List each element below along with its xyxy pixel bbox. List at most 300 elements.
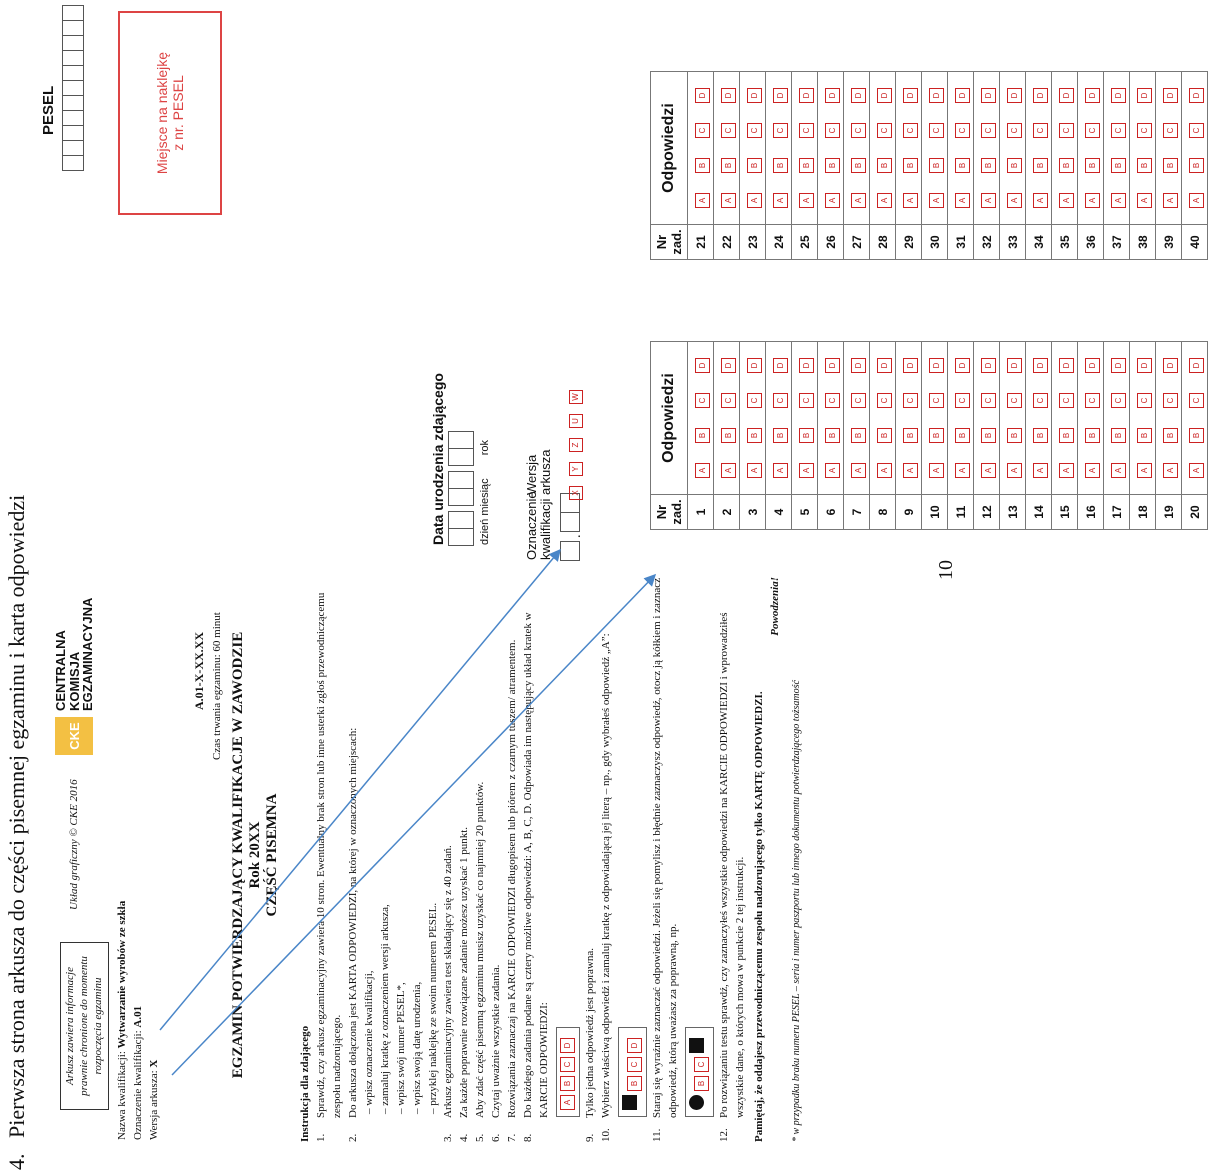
answer-box[interactable]: C [1085, 123, 1100, 138]
question-number: 7 [844, 495, 870, 530]
question-number: 14 [1026, 495, 1052, 530]
version-box[interactable]: W [569, 390, 583, 404]
answer-box[interactable]: C [1163, 393, 1178, 408]
answer-box[interactable]: C [955, 393, 970, 408]
answer-box[interactable]: C [877, 393, 892, 408]
answer-box[interactable]: A [1007, 193, 1022, 208]
answer-box[interactable]: D [929, 358, 944, 373]
answer-box[interactable]: D [1189, 358, 1204, 373]
answer-box[interactable]: D [747, 88, 762, 103]
answer-box[interactable]: D [825, 358, 840, 373]
answer-options [1052, 342, 1078, 495]
question-number: 9 [896, 495, 922, 530]
answer-box[interactable]: C [1111, 123, 1126, 138]
version-value: X [147, 1059, 160, 1068]
year-label: rok [479, 440, 491, 456]
answer-box[interactable]: A [981, 463, 996, 478]
answer-box[interactable]: D [773, 88, 788, 103]
instruction-item: Po rozwiązaniu testu sprawdź, czy zaznaczyłeś wszystkie odpowiedzi na KARCIE ODPOWIEDZI i wprowadziłeś wszystkie dane, o których mowa w punkcie 2 tej instrukcji. [717, 612, 746, 1118]
answer-box[interactable]: D [877, 358, 892, 373]
answer-box[interactable]: A [1033, 193, 1048, 208]
instruction-item: Staraj się wyraźnie zaznaczać odpowiedzi. Jeżeli się pomylisz i błędnie zaznaczysz odpowiedź, otocz ją kółkiem i zaznacz odpowiedź, którą uważasz za poprawną, np. [650, 578, 679, 1118]
item-number: 2. [346, 1133, 359, 1142]
answer-box[interactable]: A [1163, 463, 1178, 478]
answer-box[interactable]: C [1137, 123, 1152, 138]
question-number: 27 [844, 225, 870, 260]
exam-part: CZĘŚĆ PISEMNA [264, 793, 280, 917]
answer-box[interactable]: D [981, 88, 996, 103]
answer-box[interactable]: A [825, 193, 840, 208]
answer-box[interactable]: D [1137, 358, 1152, 373]
answer-box[interactable]: D [825, 88, 840, 103]
answer-box[interactable]: A [747, 193, 762, 208]
qual-name-value: Wytwarzanie wyrobów ze szkła [116, 900, 128, 1049]
answer-options [1156, 72, 1182, 225]
answer-box[interactable]: A [721, 463, 736, 478]
answer-box[interactable]: C [929, 123, 944, 138]
answer-box[interactable]: D [1111, 358, 1126, 373]
answer-box[interactable]: C [1085, 393, 1100, 408]
answer-box[interactable]: B [1189, 428, 1204, 443]
answer-box[interactable]: B [1163, 428, 1178, 443]
answer-row [1182, 72, 1208, 260]
question-number: 22 [714, 225, 740, 260]
answer-box[interactable]: B [1137, 158, 1152, 173]
answer-box[interactable]: D [955, 358, 970, 373]
question-number: 8 [870, 495, 896, 530]
answer-box[interactable]: B [955, 428, 970, 443]
answer-options [1182, 342, 1208, 495]
answer-box[interactable]: D [1111, 88, 1126, 103]
option-box: B [627, 1076, 642, 1091]
caption-number: 4. [4, 1153, 29, 1170]
subitems: – wpisz oznaczenie kwalifikacji, – zamaluj kratkę z oznaczeniem wersji arkusza, – wpisz swój numer PESEL*, – wpisz swoją datę urodzenia, – przyklej naklejkę ze swoim numerem PESEL. [362, 902, 439, 1114]
answer-row [1052, 72, 1078, 260]
day-label: dzień [479, 518, 491, 545]
answer-box[interactable]: D [721, 358, 736, 373]
exam-code: A.01-X-XX.XX [192, 632, 206, 710]
answer-box[interactable]: A [773, 463, 788, 478]
answer-box[interactable]: D [695, 88, 710, 103]
question-number: 38 [1130, 225, 1156, 260]
answer-options [1130, 72, 1156, 225]
item-number: 9. [583, 1133, 596, 1142]
answer-options [1182, 72, 1208, 225]
instruction-item: Do arkusza dołączona jest KARTA ODPOWIEDZI, na której w oznaczonych miejscach: [346, 727, 359, 1118]
question-number: 16 [1078, 495, 1104, 530]
answer-box[interactable]: C [825, 123, 840, 138]
option-box: C [694, 1057, 709, 1072]
cke-logo-mark: CKE [55, 717, 93, 755]
answer-box[interactable]: B [1033, 158, 1048, 173]
qual-name-label: Nazwa kwalifikacji: [116, 1051, 128, 1140]
answer-box[interactable]: D [903, 88, 918, 103]
answer-box[interactable]: D [1059, 358, 1074, 373]
answer-box[interactable]: A [1085, 193, 1100, 208]
header-answers: Odpowiedzi [651, 342, 688, 495]
answer-row [1000, 72, 1026, 260]
answer-box[interactable]: B [1111, 428, 1126, 443]
answer-box[interactable]: B [1137, 428, 1152, 443]
answer-box[interactable]: C [903, 393, 918, 408]
answer-box[interactable]: C [851, 393, 866, 408]
answer-box[interactable]: D [747, 358, 762, 373]
answer-box[interactable]: C [903, 123, 918, 138]
answer-box[interactable]: C [799, 123, 814, 138]
answer-row [974, 342, 1000, 530]
answer-options [1026, 72, 1052, 225]
instruction-item: Sprawdź, czy arkusz egzaminacyjny zawiera 10 stron. Ewentualny brak stron lub inne usterki zgłoś przewodniczącemu zespołu nadzorującego. [314, 592, 343, 1118]
answer-box[interactable]: B [1189, 158, 1204, 173]
answer-box[interactable]: D [1007, 358, 1022, 373]
item-number: 6. [490, 1133, 503, 1142]
exam-title: EGZAMIN POTWIERDZAJĄCY KWALIFIKACJE W ZAWODZIE [230, 631, 246, 1079]
answer-box[interactable]: B [903, 158, 918, 173]
answer-box[interactable]: B [825, 158, 840, 173]
answer-box[interactable]: C [747, 393, 762, 408]
answer-box[interactable]: B [1059, 158, 1074, 173]
answer-box[interactable]: D [877, 88, 892, 103]
exam-year: Rok 20XX [247, 821, 263, 889]
answer-options [1130, 342, 1156, 495]
answer-box[interactable]: C [1033, 123, 1048, 138]
duration-text: Czas trwania egzaminu: 60 minut [211, 612, 223, 760]
birth-date-title: Data urodzenia zdającego [430, 373, 446, 545]
answer-box[interactable]: B [773, 428, 788, 443]
answer-box[interactable]: C [1059, 393, 1074, 408]
answer-box[interactable]: D [695, 358, 710, 373]
answer-box[interactable]: D [773, 358, 788, 373]
answer-box[interactable]: C [929, 393, 944, 408]
answer-box[interactable]: B [1111, 158, 1126, 173]
answer-row [974, 72, 1000, 260]
answer-box[interactable]: A [851, 193, 866, 208]
question-number: 13 [1000, 495, 1026, 530]
answer-box[interactable]: C [955, 123, 970, 138]
answer-box[interactable]: A [695, 193, 710, 208]
question-number: 15 [1052, 495, 1078, 530]
answer-box[interactable]: C [1059, 123, 1074, 138]
version-box[interactable]: X [569, 486, 583, 500]
answer-box[interactable]: A [955, 193, 970, 208]
answer-box[interactable]: B [1163, 158, 1178, 173]
item-number: 4. [458, 1133, 471, 1142]
answer-box[interactable]: C [799, 393, 814, 408]
answer-box[interactable]: B [903, 428, 918, 443]
answer-box[interactable]: B [851, 428, 866, 443]
answer-options [1156, 342, 1182, 495]
answer-box[interactable]: D [799, 358, 814, 373]
good-luck: Powodzenia! [769, 577, 782, 636]
answer-box[interactable]: C [1007, 123, 1022, 138]
answer-box[interactable]: B [877, 428, 892, 443]
question-number: 24 [766, 225, 792, 260]
qual-label-line: Oznaczenie [524, 491, 539, 560]
question-number: 10 [922, 495, 948, 530]
answer-box[interactable]: A [1137, 193, 1152, 208]
answer-box[interactable]: B [695, 158, 710, 173]
answer-box[interactable]: A [929, 463, 944, 478]
answer-box[interactable]: C [981, 393, 996, 408]
qual-code-label: Oznaczenie kwalifikacji: [131, 1030, 144, 1140]
answer-box[interactable]: D [1137, 88, 1152, 103]
answer-box[interactable]: D [981, 358, 996, 373]
answer-box[interactable]: B [773, 158, 788, 173]
logo-line: KOMISJA [66, 651, 82, 711]
answer-box[interactable]: A [1111, 193, 1126, 208]
version-box[interactable]: U [569, 414, 583, 428]
answer-box[interactable]: D [851, 358, 866, 373]
answer-box[interactable]: D [1085, 358, 1100, 373]
answer-box[interactable]: D [1163, 88, 1178, 103]
option-box: D [627, 1038, 642, 1053]
answer-row [1026, 72, 1052, 260]
question-number: 39 [1156, 225, 1182, 260]
question-number: 17 [1104, 495, 1130, 530]
answer-box[interactable]: C [851, 123, 866, 138]
option-box: D [560, 1038, 575, 1053]
answer-box[interactable]: D [1007, 88, 1022, 103]
answer-box[interactable]: C [1033, 393, 1048, 408]
answer-options [1078, 72, 1104, 225]
logo-line: EGZAMINACYJNA [80, 597, 96, 711]
option-box: B [560, 1076, 575, 1091]
answer-box[interactable]: B [747, 428, 762, 443]
answer-box[interactable]: A [1111, 463, 1126, 478]
answer-box[interactable]: D [1033, 88, 1048, 103]
answer-box[interactable]: D [721, 88, 736, 103]
answer-row [1104, 342, 1130, 530]
answer-box[interactable]: C [1163, 123, 1178, 138]
instruction-item: Rozwiązania zaznaczaj na KARCIE ODPOWIEDZI długopisem lub piórem z czarnym tuszem/ atramentem. [506, 639, 519, 1118]
item-number: 10. [599, 1128, 612, 1142]
answer-box[interactable]: D [1163, 358, 1178, 373]
arrow-qualification [160, 550, 560, 1030]
sticker-line: z nr. PESEL [170, 75, 186, 151]
answer-box[interactable]: A [1085, 463, 1100, 478]
answer-box[interactable]: A [747, 463, 762, 478]
item-number: 7. [506, 1133, 519, 1142]
question-number: 12 [974, 495, 1000, 530]
instruction-item: Do każdego zadania podane są cztery możliwe odpowiedzi: A, B, C, D. Odpowiada im następujący układ kratek w KARCIE ODPOWIEDZI: [522, 612, 551, 1118]
footnote: * w przypadku braku numeru PESEL – seria i numer paszportu lub innego dokumentu potwierdzającego tożsamość [791, 680, 803, 1142]
answer-box[interactable]: A [981, 193, 996, 208]
item-number: 8. [522, 1133, 535, 1142]
answer-box[interactable]: A [1059, 193, 1074, 208]
answer-box[interactable]: D [1059, 88, 1074, 103]
answer-box[interactable]: B [981, 428, 996, 443]
pesel-label: PESEL [40, 85, 57, 135]
answer-box[interactable]: B [929, 428, 944, 443]
answer-box[interactable]: A [1033, 463, 1048, 478]
answer-box[interactable]: B [1007, 428, 1022, 443]
answer-box[interactable]: C [721, 393, 736, 408]
version-box[interactable]: Y [569, 462, 583, 476]
answer-box[interactable]: C [1137, 393, 1152, 408]
answer-box[interactable]: A [695, 463, 710, 478]
answer-box[interactable]: B [1085, 428, 1100, 443]
answer-box[interactable]: C [695, 393, 710, 408]
instructions-heading: Instrukcja dla zdającego [299, 1025, 311, 1142]
answer-box[interactable]: A [1189, 463, 1204, 478]
answer-box[interactable]: B [1059, 428, 1074, 443]
question-number: 30 [922, 225, 948, 260]
question-number: 31 [948, 225, 974, 260]
answer-options [974, 72, 1000, 225]
answer-box[interactable]: A [877, 463, 892, 478]
header-nr: Nr zad. [651, 225, 688, 260]
question-number: 20 [1182, 495, 1208, 530]
question-number: 1 [688, 495, 714, 530]
answer-row [1156, 342, 1182, 530]
answer-box[interactable]: C [1189, 123, 1204, 138]
question-number: 34 [1026, 225, 1052, 260]
option-box: A [560, 1095, 575, 1110]
instruction-item: Za każde poprawnie rozwiązane zadanie możesz uzyskać 1 punkt. [458, 826, 471, 1118]
remember-note: Pamiętaj, że oddajesz przewodniczącemu zespołu nadzorującego tylko KARTĘ ODPOWIEDZI. [753, 691, 766, 1142]
qual-code-value: A.01 [131, 1005, 144, 1028]
sticker-line: Miejsce na naklejkę [154, 51, 170, 175]
item-number: 1. [314, 1133, 327, 1142]
header-nr: Nr zad. [651, 495, 688, 530]
answer-box[interactable]: D [1085, 88, 1100, 103]
item-number: 11. [650, 1128, 663, 1142]
answer-box[interactable]: C [721, 123, 736, 138]
version-label-line: arkusza [537, 449, 553, 495]
question-number: 40 [1182, 225, 1208, 260]
question-number: 11 [948, 495, 974, 530]
answer-box[interactable]: A [903, 193, 918, 208]
answer-box[interactable]: B [929, 158, 944, 173]
answer-box[interactable]: B [1007, 158, 1022, 173]
answer-box[interactable]: B [747, 158, 762, 173]
item-number: 12. [717, 1128, 730, 1142]
answer-box[interactable]: B [721, 428, 736, 443]
version-label-line: Wersja [524, 454, 539, 495]
answer-options [1000, 72, 1026, 225]
answer-box[interactable]: D [1033, 358, 1048, 373]
answer-box[interactable]: A [877, 193, 892, 208]
question-number: 35 [1052, 225, 1078, 260]
answer-box[interactable]: B [825, 428, 840, 443]
answer-row [1130, 72, 1156, 260]
answer-box[interactable]: A [773, 193, 788, 208]
answer-box[interactable]: D [1189, 88, 1204, 103]
subitem: wpisz oznaczenie kwalifikacji, [362, 970, 375, 1106]
answer-box[interactable]: B [799, 158, 814, 173]
instruction-item: Aby zdać część pisemną egzaminu musisz uzyskać co najmniej 20 punktów. [474, 781, 487, 1118]
answer-box[interactable]: A [721, 193, 736, 208]
answer-box[interactable]: C [695, 123, 710, 138]
answer-row [1078, 72, 1104, 260]
question-number: 6 [818, 495, 844, 530]
answer-box[interactable]: A [1059, 463, 1074, 478]
answer-box[interactable]: B [1033, 428, 1048, 443]
answer-box[interactable]: D [929, 88, 944, 103]
answer-box[interactable]: A [955, 463, 970, 478]
answer-row [1156, 72, 1182, 260]
instruction-item: Czytaj uważnie wszystkie zadania. [490, 964, 503, 1118]
question-number: 37 [1104, 225, 1130, 260]
question-number: 33 [1000, 225, 1026, 260]
answer-box[interactable]: C [1007, 393, 1022, 408]
answer-box[interactable]: B [721, 158, 736, 173]
answer-box[interactable]: B [981, 158, 996, 173]
version-box[interactable]: Z [569, 438, 583, 452]
month-label: miesiąc [479, 478, 491, 516]
question-number: 23 [740, 225, 766, 260]
qual-boxes[interactable]: . [560, 494, 585, 561]
answer-box[interactable]: A [1007, 463, 1022, 478]
answer-row [1078, 342, 1104, 530]
page-number: 10 [935, 560, 957, 580]
subitem: wpisz swój numer PESEL*, [394, 982, 407, 1106]
answer-box[interactable]: A [929, 193, 944, 208]
answer-box[interactable]: B [877, 158, 892, 173]
answer-box[interactable]: B [955, 158, 970, 173]
answer-box[interactable]: C [747, 123, 762, 138]
answer-box[interactable]: D [799, 88, 814, 103]
question-number: 2 [714, 495, 740, 530]
instruction-item: Wybierz właściwą odpowiedź i zamaluj kratkę z odpowiadającą jej literą – np., gdy wybrałeś odpowiedź „A”: [599, 633, 612, 1118]
answer-row [1000, 342, 1026, 530]
answer-box[interactable]: A [1163, 193, 1178, 208]
subitem: przyklej naklejkę ze swoim numerem PESEL. [426, 902, 439, 1106]
answer-box[interactable]: A [1189, 193, 1204, 208]
answer-box[interactable]: C [1111, 393, 1126, 408]
question-number: 18 [1130, 495, 1156, 530]
answer-box[interactable]: B [1085, 158, 1100, 173]
answer-box[interactable]: D [903, 358, 918, 373]
answer-box[interactable]: A [1137, 463, 1152, 478]
question-number: 25 [792, 225, 818, 260]
option-box: C [627, 1057, 642, 1072]
answer-row [1052, 342, 1078, 530]
answer-options [1052, 72, 1078, 225]
answer-box[interactable]: A [903, 463, 918, 478]
option-box: C [560, 1057, 575, 1072]
answer-box[interactable]: A [825, 463, 840, 478]
answer-box[interactable]: B [695, 428, 710, 443]
answer-box[interactable]: D [955, 88, 970, 103]
answer-options [1104, 72, 1130, 225]
answer-box[interactable]: B [851, 158, 866, 173]
question-number: 4 [766, 495, 792, 530]
answer-row [1104, 72, 1130, 260]
answer-box[interactable]: B [799, 428, 814, 443]
answer-box[interactable]: A [851, 463, 866, 478]
answer-options [1078, 342, 1104, 495]
question-number: 26 [818, 225, 844, 260]
answer-box[interactable]: C [877, 123, 892, 138]
answer-box[interactable]: C [825, 393, 840, 408]
answer-box[interactable]: D [851, 88, 866, 103]
instruction-item: Arkusz egzaminacyjny zawiera test składający się z 40 zadań. [442, 845, 455, 1118]
answer-box[interactable]: C [1189, 393, 1204, 408]
question-number: 28 [870, 225, 896, 260]
copyright: Układ graficzny © CKE 2016 [68, 779, 80, 910]
legal-note-text: Arkusz zawiera informacje prawnie chronione do momentu rozpoczęcia egzaminu [64, 956, 104, 1096]
answer-box[interactable]: A [799, 463, 814, 478]
answer-box[interactable]: C [981, 123, 996, 138]
answer-options [974, 342, 1000, 495]
arrow-version [172, 575, 655, 1075]
answer-box[interactable]: C [773, 393, 788, 408]
question-number: 3 [740, 495, 766, 530]
answer-row [1182, 342, 1208, 530]
answer-box[interactable]: A [799, 193, 814, 208]
answer-box[interactable]: C [773, 123, 788, 138]
